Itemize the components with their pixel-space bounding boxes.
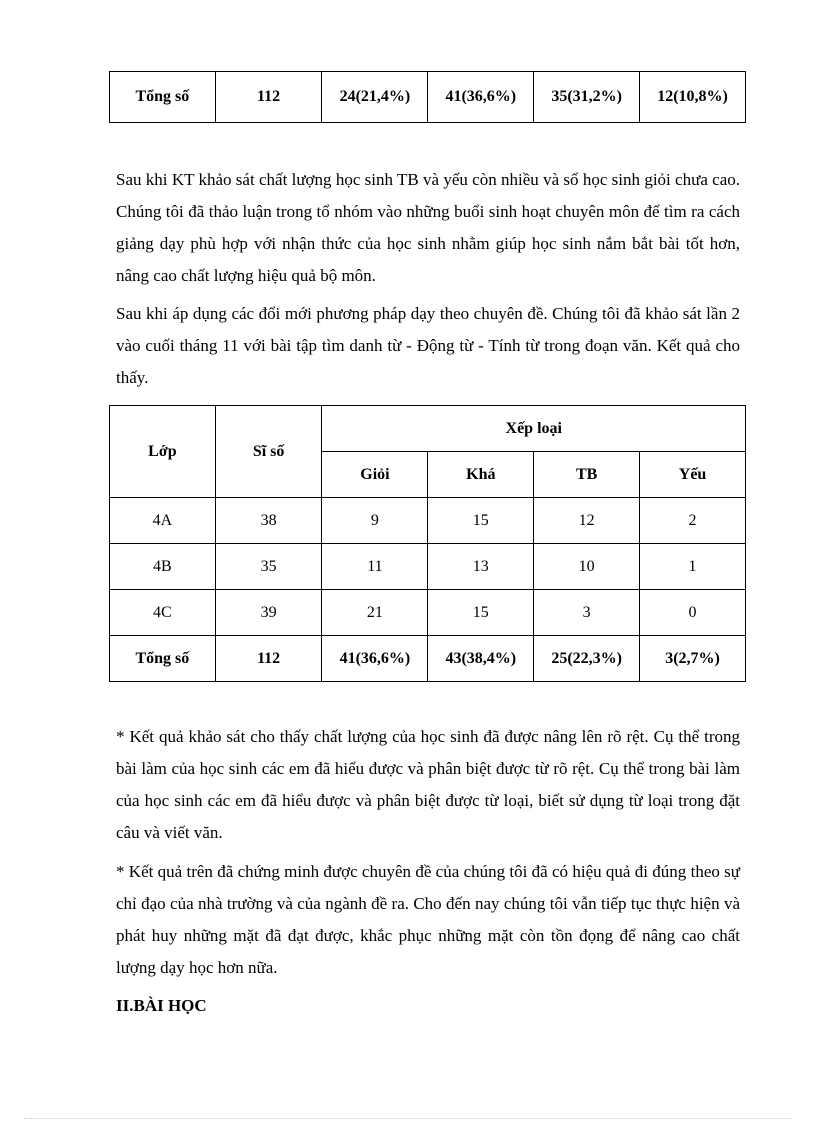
table-row xyxy=(110,590,746,636)
header-count: Sĩ số xyxy=(215,406,322,498)
total-kha-cell: 43(38,4%) xyxy=(428,636,534,682)
cell-gioi: 9 xyxy=(322,498,428,544)
header-gioi: Giỏi xyxy=(322,452,428,498)
total-count-cell: 112 xyxy=(215,72,322,123)
cell-tb: 12 xyxy=(534,498,640,544)
total-gioi-cell: 41(36,6%) xyxy=(322,636,428,682)
header-rating: Xếp loại xyxy=(322,406,746,452)
paragraph-1: Sau khi KT khảo sát chất lượng học sinh TB và yếu còn nhiều và số học sinh giỏi chưa cao. Chúng tôi đã thảo luận trong tổ nhóm vào những buổi sinh hoạt chuyên môn để tìm ra cách giảng dạy phù hợp với nhận thức của học sinh nhằm giúp học sinh nắm bắt bài tốt hơn, nâng cao chất lượng hiệu quả bộ môn. xyxy=(116,170,740,285)
table-row xyxy=(110,498,746,544)
total-gioi-cell: 24(21,4%) xyxy=(322,72,428,123)
total-kha-cell: 41(36,6%) xyxy=(428,72,534,123)
paragraph-4: * Kết quả trên đã chứng minh được chuyên đề của chúng tôi đã có hiệu quả đi đúng theo sự chỉ đạo của nhà trường và của ngành đề ra. Cho đến nay chúng tôi vẫn tiếp tục thực hiện và phát huy những mặt đã đạt được, khắc phục những mặt còn tồn đọng để nâng cao chất lượng dạy học hơn nữa. xyxy=(116,862,740,977)
cell-gioi: 21 xyxy=(322,590,428,636)
cell-tb: 3 xyxy=(534,590,640,636)
cell-yeu: 2 xyxy=(640,498,746,544)
total-yeu-cell: 12(10,8%) xyxy=(640,72,746,123)
cell-kha: 13 xyxy=(428,544,534,590)
total-tb-cell: 25(22,3%) xyxy=(534,636,640,682)
cell-count: 39 xyxy=(215,590,322,636)
cell-kha: 15 xyxy=(428,498,534,544)
summary-table-top xyxy=(109,71,746,123)
table-row xyxy=(110,544,746,590)
header-yeu: Yếu xyxy=(640,452,746,498)
total-label-cell: Tổng số xyxy=(110,636,216,682)
cell-gioi: 11 xyxy=(322,544,428,590)
cell-yeu: 1 xyxy=(640,544,746,590)
total-count-cell: 112 xyxy=(215,636,322,682)
cell-tb: 10 xyxy=(534,544,640,590)
section-heading: II.BÀI HỌC xyxy=(116,996,207,1015)
results-table xyxy=(109,405,746,682)
paragraph-2: Sau khi áp dụng các đổi mới phương pháp dạy theo chuyên đề. Chúng tôi đã khảo sát lần 2 vào cuối tháng 11 với bài tập tìm danh từ - Động từ - Tính từ trong đoạn văn. Kết quả cho thấy. xyxy=(116,304,740,387)
table-row-total xyxy=(110,636,746,682)
cell-class: 4C xyxy=(110,590,216,636)
cell-count: 38 xyxy=(215,498,322,544)
cell-count: 35 xyxy=(215,544,322,590)
header-tb: TB xyxy=(534,452,640,498)
total-tb-cell: 35(31,2%) xyxy=(534,72,640,123)
cell-class: 4B xyxy=(110,544,216,590)
header-kha: Khá xyxy=(428,452,534,498)
cell-class: 4A xyxy=(110,498,216,544)
header-class: Lớp xyxy=(110,406,216,498)
total-label-cell: Tổng số xyxy=(110,72,216,123)
cell-yeu: 0 xyxy=(640,590,746,636)
cell-kha: 15 xyxy=(428,590,534,636)
total-yeu-cell: 3(2,7%) xyxy=(640,636,746,682)
header-row-1 xyxy=(110,406,746,452)
page-bottom-divider xyxy=(24,1118,792,1119)
paragraph-3: * Kết quả khảo sát cho thấy chất lượng của học sinh đã được nâng lên rõ rệt. Cụ thể trong bài làm của học sinh các em đã hiểu được và phân biệt được từ rõ rệt. Cụ thể trong bài làm của học sinh các em đã hiểu được và phân biệt được từ loại, biết sử dụng từ loại trong đặt câu và viết văn. xyxy=(116,727,740,842)
table-row-total xyxy=(110,72,746,123)
